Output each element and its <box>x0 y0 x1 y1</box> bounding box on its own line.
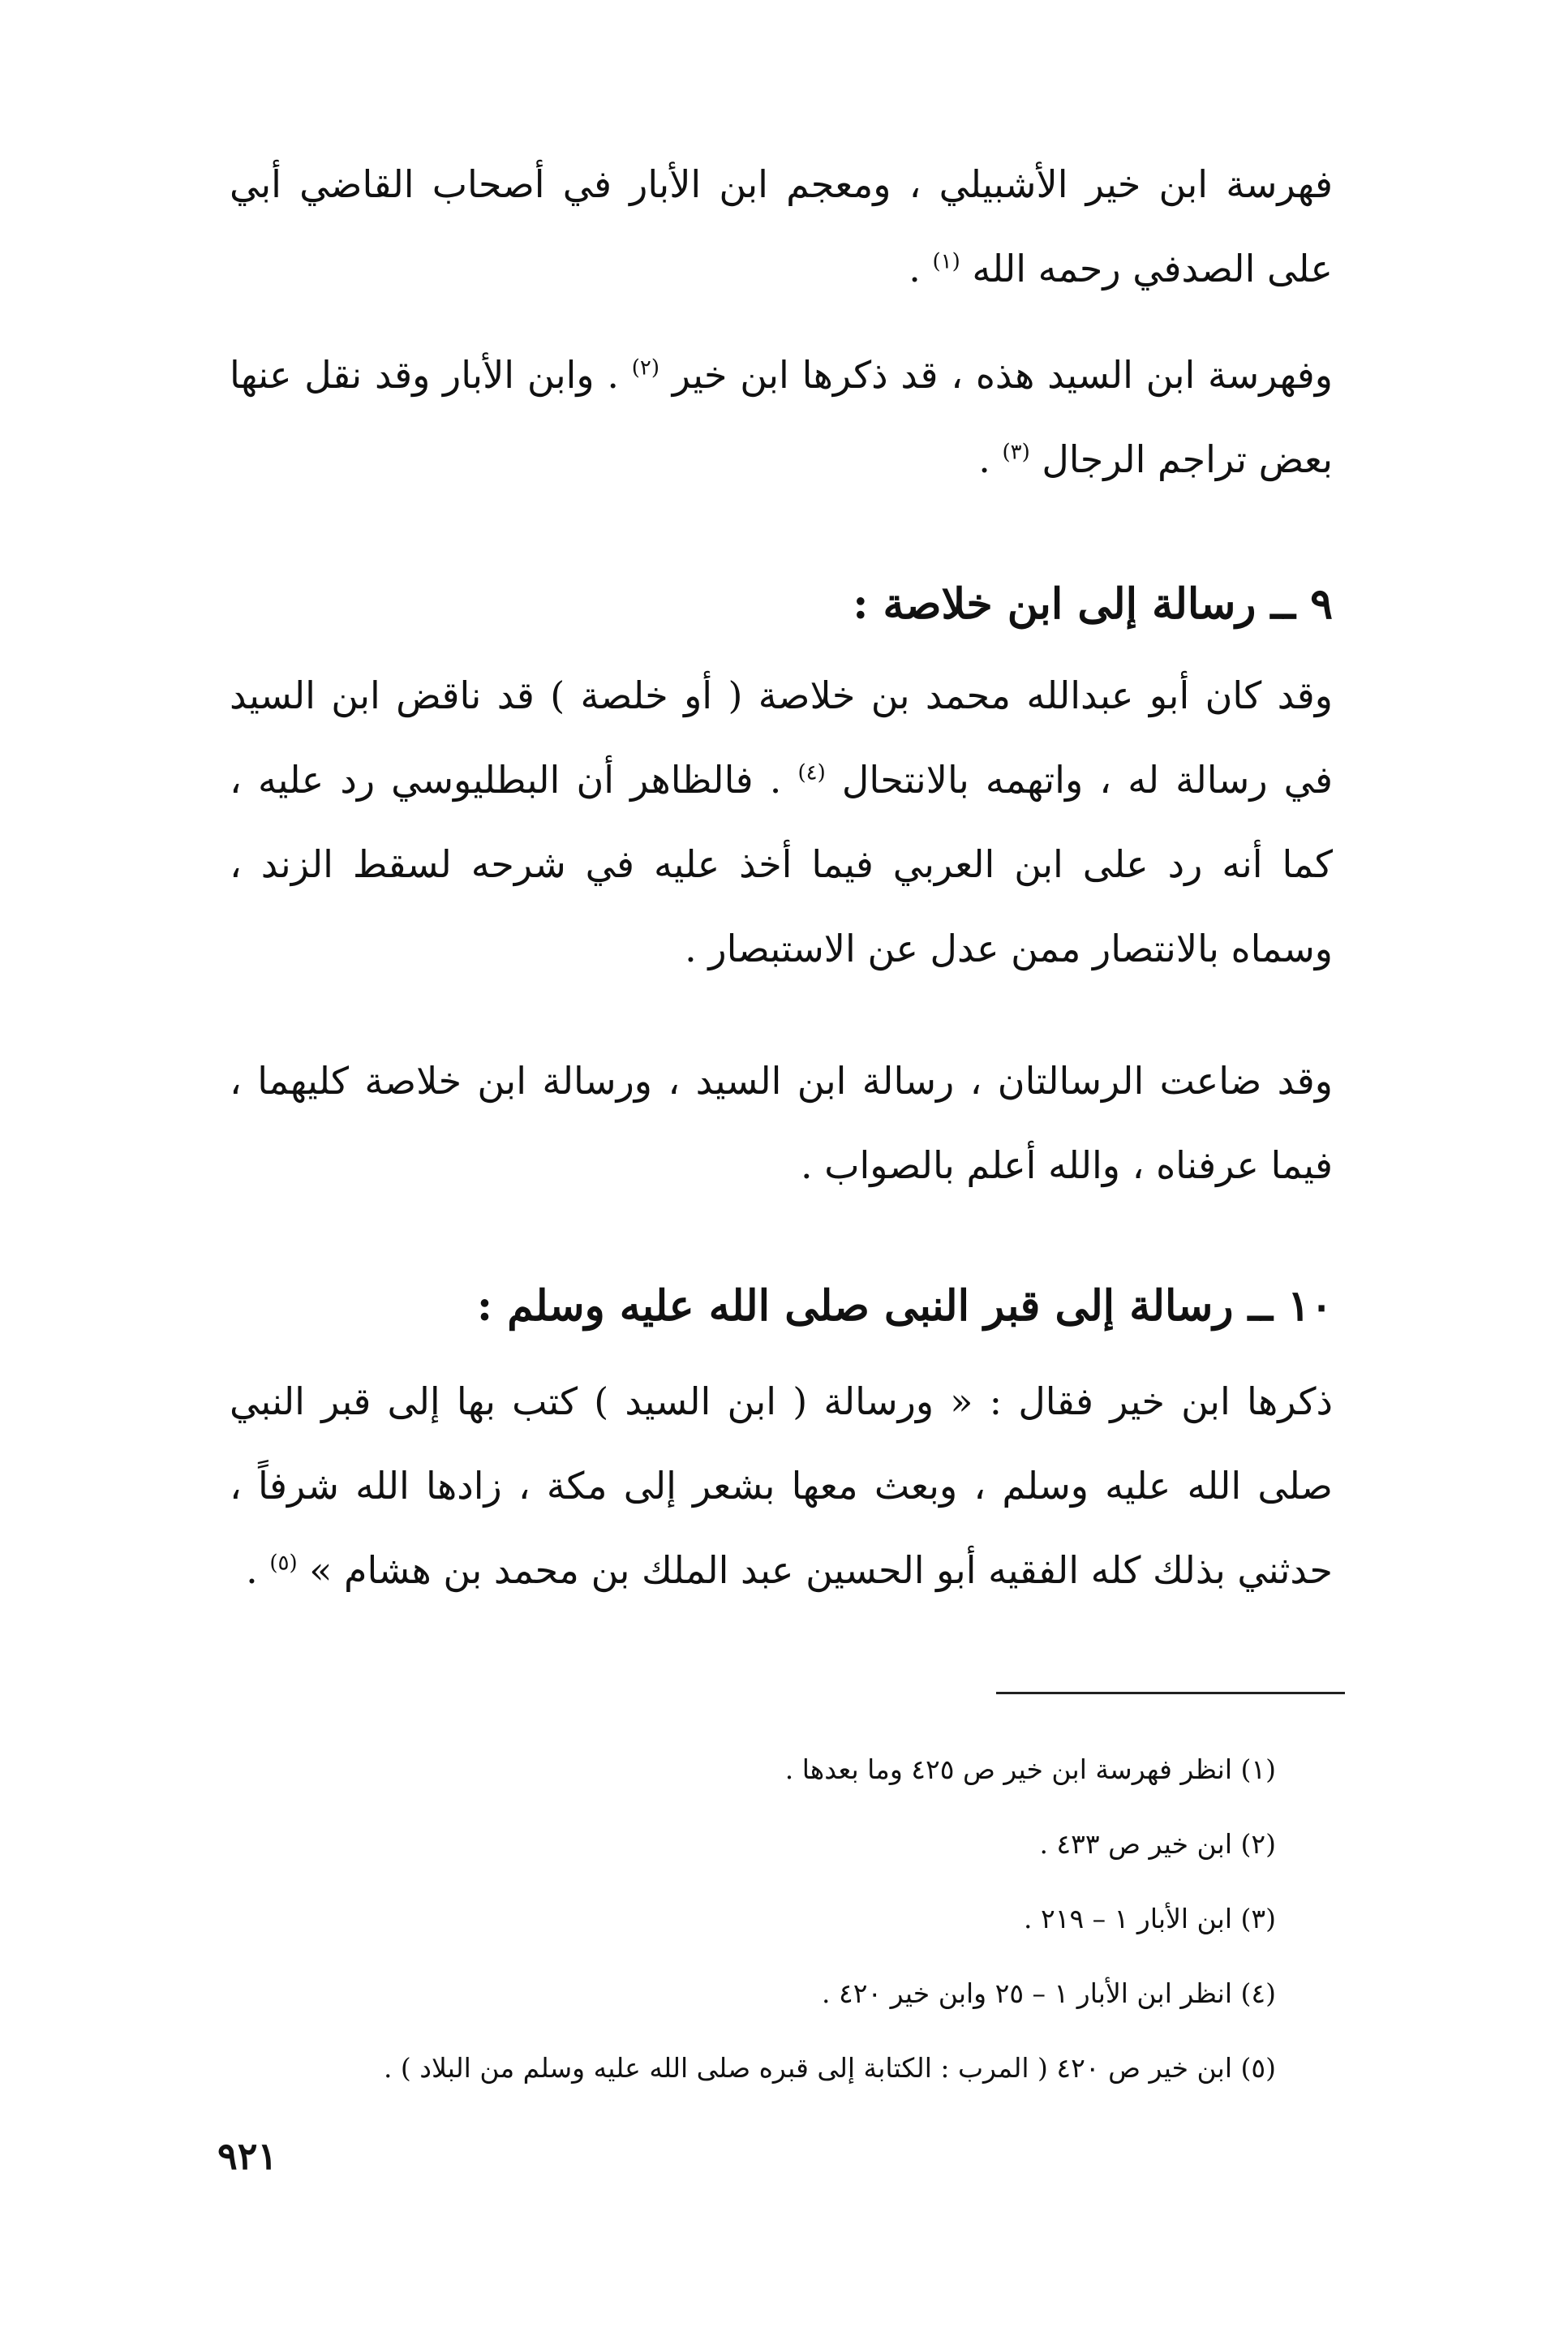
paragraph-text: فهرسة ابن خير الأشبيلي ، ومعجم ابن الأبار في أصحاب القاضي أبي على الصدفي رحمه الله <box>230 162 1333 290</box>
paragraph-tail: . <box>246 1548 258 1592</box>
paragraph-3 <box>230 653 1333 991</box>
paragraph-tail: . <box>978 437 990 481</box>
footnote-ref-4: (٤) <box>797 760 826 785</box>
section-heading: ٩ ــ رسالة إلى ابن خلاصة : <box>853 579 1333 629</box>
footnote-divider <box>996 1692 1345 1694</box>
paragraph-2 <box>230 333 1333 501</box>
footnote-1: (١) انظر فهرسة ابن خير ص ٤٢٥ وما بعدها . <box>784 1753 1276 1785</box>
footnotes <box>221 1732 1276 2106</box>
footnote-ref-2: (٢) <box>631 355 660 381</box>
footnote-3: (٣) ابن الأبار ١ – ٢١٩ . <box>1024 1903 1276 1934</box>
paragraph-text: وفهرسة ابن السيد هذه ، قد ذكرها ابن خير <box>672 353 1334 397</box>
paragraph-text: . فالظاهر أن البطليوسي رد عليه ، كما أنه رد على ابن العربي فيما أخذ عليه في شرحه لسقط الزند ، وسماه بالانتصار ممن عدل عن الاستبصار . <box>230 758 1333 970</box>
paragraph-text: وقد ضاعت الرسالتان ، رسالة ابن السيد ، ورسالة ابن خلاصة كليهما ، فيما عرفناه ، والله أعلم بالصواب . <box>230 1059 1333 1187</box>
footnote-4: (٤) انظر ابن الأبار ١ – ٢٥ وابن خير ٤٢٠ . <box>821 1977 1276 2009</box>
paragraph-4 <box>230 1039 1333 1207</box>
paragraph-text: ذكرها ابن خير فقال : « ورسالة ( ابن السيد ) كتب بها إلى قبر النبي صلى الله عليه وسلم ، وبعث معها بشعر إلى مكة ، زادها الله شرفاً ، حدثني بذلك كله الفقيه أبو الحسين عبد الملك بن محمد بن هشام » <box>230 1379 1333 1592</box>
footnote-2: (٢) ابن خير ص ٤٣٣ . <box>1039 1828 1276 1860</box>
footnote-5: (٥) ابن خير ص ٤٢٠ ( المرب : الكتابة إلى قبره صلى الله عليه وسلم من البلاد ) . <box>383 2052 1276 2084</box>
section-heading-10 <box>230 1274 1333 1339</box>
footnote-ref-5: (٥) <box>269 1551 298 1576</box>
footnote-ref-1: (١) <box>932 249 960 274</box>
paragraph-text: وقد كان أبو عبدالله محمد بن خلاصة ( أو خلصة ) قد ناقض ابن السيد في رسالة له ، واتهمه بالانتحال <box>230 673 1334 802</box>
paragraph-text: . وابن الأبار وقد نقل عنها بعض تراجم الرجال <box>230 353 1333 481</box>
section-heading: ١٠ ــ رسالة إلى قبر النبى صلى الله عليه وسلم : <box>476 1281 1333 1331</box>
footnote-ref-3: (٣) <box>1002 440 1030 465</box>
paragraph-tail: . <box>909 247 921 290</box>
page-number: ٩٢١ <box>217 2134 278 2178</box>
paragraph-5 <box>230 1359 1333 1612</box>
paragraph-1 <box>230 142 1333 311</box>
section-heading-9 <box>230 572 1333 637</box>
